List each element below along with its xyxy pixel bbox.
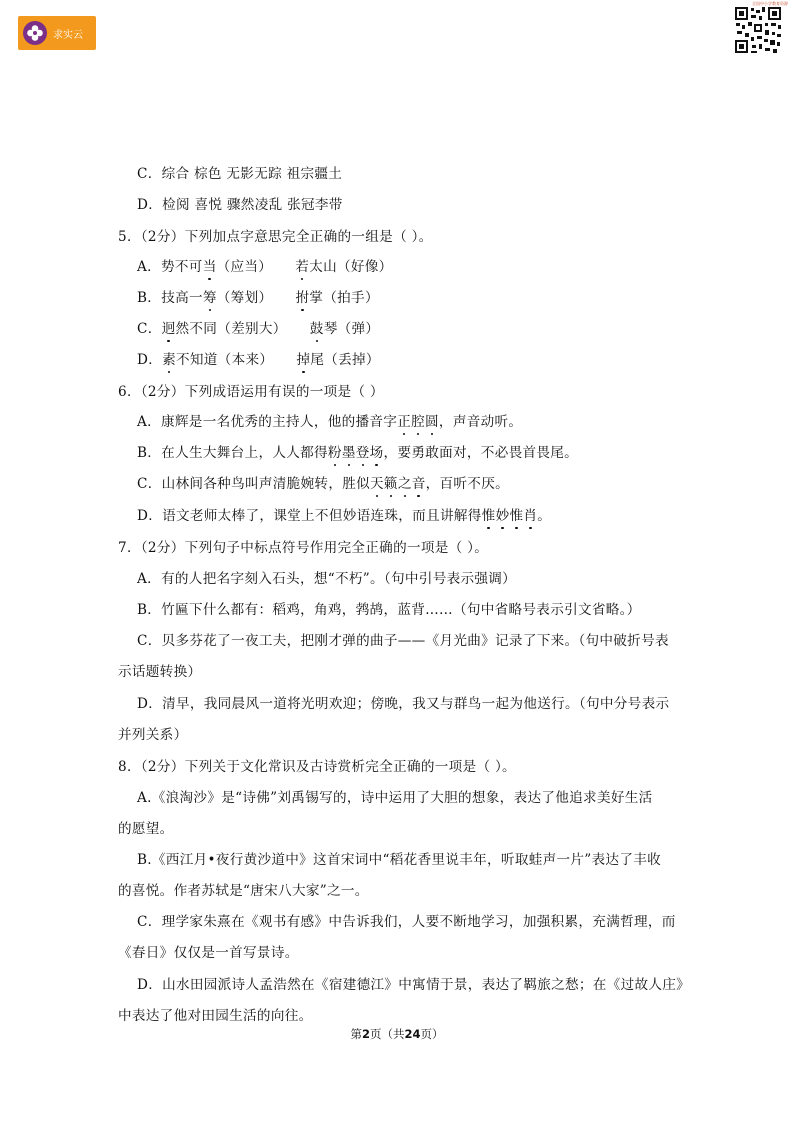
page-number: 2 xyxy=(361,1027,370,1041)
dotted-char: 鼓 xyxy=(309,321,324,337)
question-7-option-b: B．竹匾下什么都有：稻鸡，角鸡，鹁鸪，蓝背……（句中省略号表示引文省略。） xyxy=(137,602,641,618)
dotted-char: 场 xyxy=(369,445,384,461)
prev-option-c: C．综合 棕色 无影无踪 祖宗疆土 xyxy=(137,166,343,182)
option-gloss: 太山（好像） xyxy=(309,259,393,275)
dotted-char: 登 xyxy=(355,445,370,461)
question-6-option-b: B．在人生大舞台上，人人都得粉墨登场，要勇敢面对，不必畏首畏尾。 xyxy=(137,445,579,461)
dotted-idiom xyxy=(397,414,439,430)
question-5-stem: 5．（2分）下列加点字意思完全正确的一组是（ ）。 xyxy=(118,229,433,245)
dotted-char: 拊 xyxy=(295,290,310,306)
question-8-option-c-line1: C．理学家朱熹在《观书有感》中告诉我们，人要不断地学习，加强积累，充满哲理，而 xyxy=(137,914,676,930)
option-letter: B． xyxy=(137,290,162,306)
brand-logo xyxy=(18,16,96,50)
dotted-char: 天 xyxy=(370,476,384,492)
dotted-idiom xyxy=(328,445,384,461)
option-gloss: 不知道（本来） xyxy=(176,352,274,368)
qr-caption: 全国中小学教育资源 xyxy=(752,1,788,6)
option-gloss: 然不同（差别大） xyxy=(175,321,287,337)
question-6-option-a: A．康辉是一名优秀的主持人，他的播音字正腔圆，声音动听。 xyxy=(137,414,523,430)
question-8-option-d-line2: 中表达了他对田园生活的向往。 xyxy=(118,1008,313,1024)
option-gloss: （应当） xyxy=(216,259,273,275)
dotted-char: 妙 xyxy=(495,508,510,524)
dotted-char: 音 xyxy=(411,476,426,492)
option-gloss: 尾（丢掉） xyxy=(310,352,380,368)
dotted-char: 筹 xyxy=(202,290,217,306)
question-7-option-a: A．有的人把名字刻入石头，想“不朽”。（句中引号表示强调） xyxy=(137,571,517,587)
question-7-stem: 7．（2分）下列句子中标点符号作用完全正确的一项是（ ）。 xyxy=(118,540,489,556)
question-8-option-b-line2: 的喜悦。作者苏轼是“唐宋八大家”之一。 xyxy=(118,883,369,899)
dotted-char: 肖 xyxy=(523,508,538,524)
dotted-char: 之 xyxy=(397,476,412,492)
dotted-char: 惟 xyxy=(481,508,496,524)
option-letter: D． xyxy=(137,352,163,368)
question-8-option-a-line1: A.《浪淘沙》是“诗佛”刘禹锡写的，诗中运用了大胆的想象，表达了他追求美好生活 xyxy=(137,790,653,806)
question-7-option-d-line1: D．清早，我同晨风一道将光明欢迎；傍晚，我又与群鸟一起为他送行。（句中分号表示 xyxy=(137,696,670,712)
question-8-option-d-line1: D．山水田园派诗人孟浩然在《宿建德江》中寓情于景，表达了羁旅之愁；在《过故人庄》 xyxy=(137,977,691,993)
question-7-option-c-line2: 示话题转换） xyxy=(118,664,202,680)
logo-text: 求实云 xyxy=(53,29,83,41)
question-5-option-c xyxy=(137,319,379,339)
prev-option-d: D．检阅 喜悦 骤然凌乱 张冠李带 xyxy=(137,197,343,213)
qr-code-icon xyxy=(734,6,782,54)
question-6-option-c: C．山林间各种鸟叫声清脆婉转，胜似天籁之音，百听不厌。 xyxy=(137,476,509,492)
clover-icon xyxy=(23,21,47,45)
question-5-option-b: B．技高一筹（筹划） 拊掌（拍手） xyxy=(137,290,379,306)
option-gloss: （筹划） xyxy=(216,290,273,306)
question-7-option-c-line1: C．贝多芬花了一夜工夫，把刚才弹的曲子——《月光曲》记录了下来。（句中破折号表 xyxy=(137,633,669,649)
question-6-stem: 6．（2分）下列成语运用有误的一项是（ ） xyxy=(118,384,384,400)
question-8-stem: 8．（2分）下列关于文化常识及古诗赏析完全正确的一项是（ ）。 xyxy=(118,759,516,775)
dotted-char: 圆 xyxy=(425,414,439,430)
dotted-char: 粉 xyxy=(327,445,342,461)
dotted-char: 墨 xyxy=(341,445,356,461)
option-letter: C． xyxy=(137,321,162,337)
dotted-char: 正 xyxy=(397,414,412,430)
page-total: 24 xyxy=(404,1027,421,1041)
option-gloss: 琴（弹） xyxy=(323,321,380,337)
question-5-option-d xyxy=(137,350,380,370)
question-6-option-d: D．语文老师太棒了，课堂上不但妙语连珠，而且讲解得惟妙惟肖。 xyxy=(137,508,552,524)
question-5-option-a: A．势不可当（应当） 若太山（好像） xyxy=(137,259,393,275)
dotted-char: 籁 xyxy=(383,476,398,492)
option-gloss: 掌（拍手） xyxy=(309,290,379,306)
dotted-idiom xyxy=(370,476,426,492)
question-8-option-c-line2: 《春日》仅仅是一首写景诗。 xyxy=(118,945,299,961)
question-7-option-d-line2: 并列关系） xyxy=(118,727,188,743)
dotted-char: 素 xyxy=(162,352,176,368)
page-footer: 第2页（共24页） xyxy=(350,1027,444,1041)
dotted-idiom xyxy=(482,508,538,524)
dotted-char: 腔 xyxy=(411,414,426,430)
option-letter: A． xyxy=(137,259,162,275)
dotted-char: 迥 xyxy=(161,321,176,337)
dotted-char: 若 xyxy=(295,259,310,275)
question-8-option-b-line1: B.《西江月•夜行黄沙道中》这首宋词中“稻花香里说丰年，听取蛙声一片”表达了丰收 xyxy=(137,852,662,868)
dotted-char: 当 xyxy=(202,259,217,275)
dotted-char: 掉 xyxy=(296,352,311,368)
question-8-option-a-line2: 的愿望。 xyxy=(118,821,174,837)
dotted-char: 惟 xyxy=(509,508,524,524)
